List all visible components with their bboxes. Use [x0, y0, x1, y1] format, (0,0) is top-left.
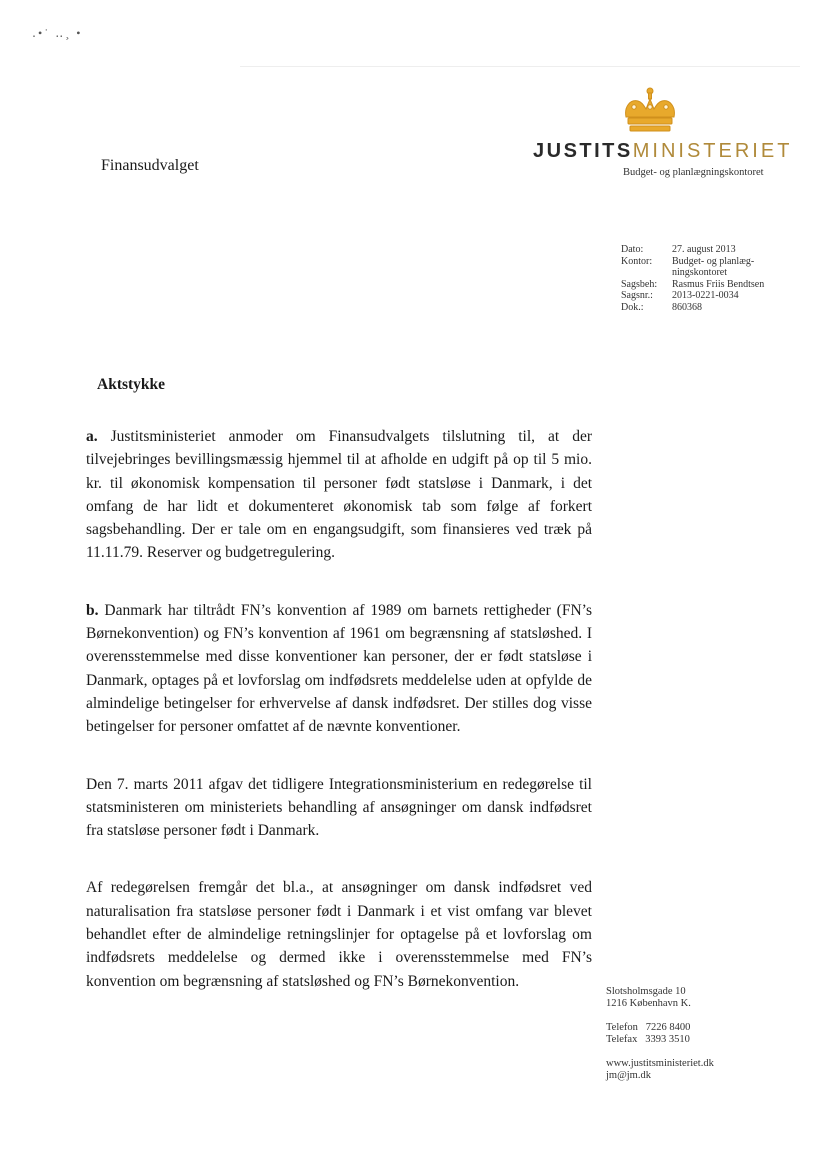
- metadata-row: [621, 267, 782, 279]
- paragraph-lead: a.: [86, 428, 98, 445]
- address-line-2: 1216 København K.: [606, 998, 691, 1009]
- metadata-value: 27. august 2013: [672, 244, 736, 255]
- metadata-label: Sagsnr.:: [621, 290, 653, 301]
- body-paragraph: [86, 425, 592, 565]
- body-paragraph: [86, 876, 592, 992]
- metadata-row: [621, 279, 782, 291]
- metadata-label: Kontor:: [621, 255, 653, 267]
- metadata-value: Rasmus Friis Bendtsen: [672, 278, 765, 290]
- phone-line: Telefon 7226 8400: [606, 1022, 691, 1033]
- scan-artifact-line: [240, 66, 800, 67]
- body-paragraph: [86, 773, 592, 843]
- recipient: Finansudvalget: [101, 157, 199, 174]
- metadata-row: [621, 244, 782, 256]
- metadata-value: Budget- og planlæg-: [672, 255, 755, 267]
- paragraph-lead: b.: [86, 601, 99, 619]
- document-body: [86, 425, 592, 1027]
- logo-part1: JUSTITS: [533, 140, 633, 162]
- email-link[interactable]: jm@jm.dk: [606, 1070, 651, 1081]
- metadata-label: Dok.:: [621, 301, 644, 313]
- metadata-value: ningskontoret: [672, 267, 727, 278]
- metadata-label: [621, 267, 672, 279]
- address-line-1: Slotsholmsgade 10: [606, 986, 686, 997]
- crown-icon: [622, 87, 678, 133]
- document-heading: Aktstykke: [97, 376, 166, 393]
- metadata-value: 860368: [672, 301, 702, 313]
- paragraph-text: Den 7. marts 2011 afgav det tidligere Integrationsministerium en redegørelse til statsministeren om ministeriets behandling af ansøgninger om dansk indfødsret fra statsløse personer født i Danmark.: [86, 775, 592, 840]
- metadata-value: 2013-0221-0034: [672, 290, 739, 301]
- ministry-logo-text: [533, 140, 792, 163]
- metadata-label: Sagsbeh:: [621, 278, 658, 290]
- metadata-row: [621, 256, 782, 268]
- metadata-label: Dato:: [621, 244, 644, 255]
- body-paragraph: [86, 599, 592, 739]
- office-name: Budget- og planlægningskontoret: [623, 167, 764, 178]
- paragraph-text: Justitsministeriet anmoder om Finansudvalgets tilslutning til, at der tilvejebringes bevillingsmæssig hjemmel til at afholde en udgift på op til 5 mio. kr. til økonomisk kompensation til personer født statsløse i Danmark, i det omfang de har lidt et dokumenteret økonomisk tab som følge af forkert sagsbehandling. Der er tale om en engangsudgift, som finansieres ved træk på 11.11.79. Reserver og budgetregulering.: [86, 428, 592, 562]
- contact-footer: [606, 986, 714, 1082]
- website-link[interactable]: www.justitsministeriet.dk: [606, 1058, 714, 1069]
- metadata-row: [621, 290, 782, 302]
- paragraph-text: Danmark har tiltrådt FN’s konvention af 1989 om barnets rettigheder (FN’s Børnekonvention) og FN’s konvention af 1961 om begrænsning af statsløshed. I overensstemmelse med disse konventioner kan personer, der er født statsløse i Danmark, optages på et lovforslag om indfødsrets meddelelse uden at opfylde de almindelige betingelser for erhvervelse af dansk indfødsret. Der stilles dog visse betingelser for personer omfattet af de nævnte konventioner.: [86, 601, 592, 736]
- logo-part2: MINISTERIET: [632, 140, 793, 162]
- metadata-block: [621, 244, 782, 313]
- paragraph-text: Af redegørelsen fremgår det bl.a., at ansøgninger om dansk indfødsret ved naturalisation fra statsløse personer født i Danmark i et vist omfang var blevet behandlet efter de almindelige retningslinjer for optagelse på et lovforslag om indfødsrets meddelelse og dermed ikke i overensstemmelse med FN’s konvention om begrænsning af statsløshed og FN’s Børnekonvention.: [86, 879, 592, 990]
- fax-line: Telefax 3393 3510: [606, 1034, 690, 1045]
- metadata-row: [621, 302, 782, 314]
- scan-mark: ․•˙ ‥¸ •: [32, 26, 83, 40]
